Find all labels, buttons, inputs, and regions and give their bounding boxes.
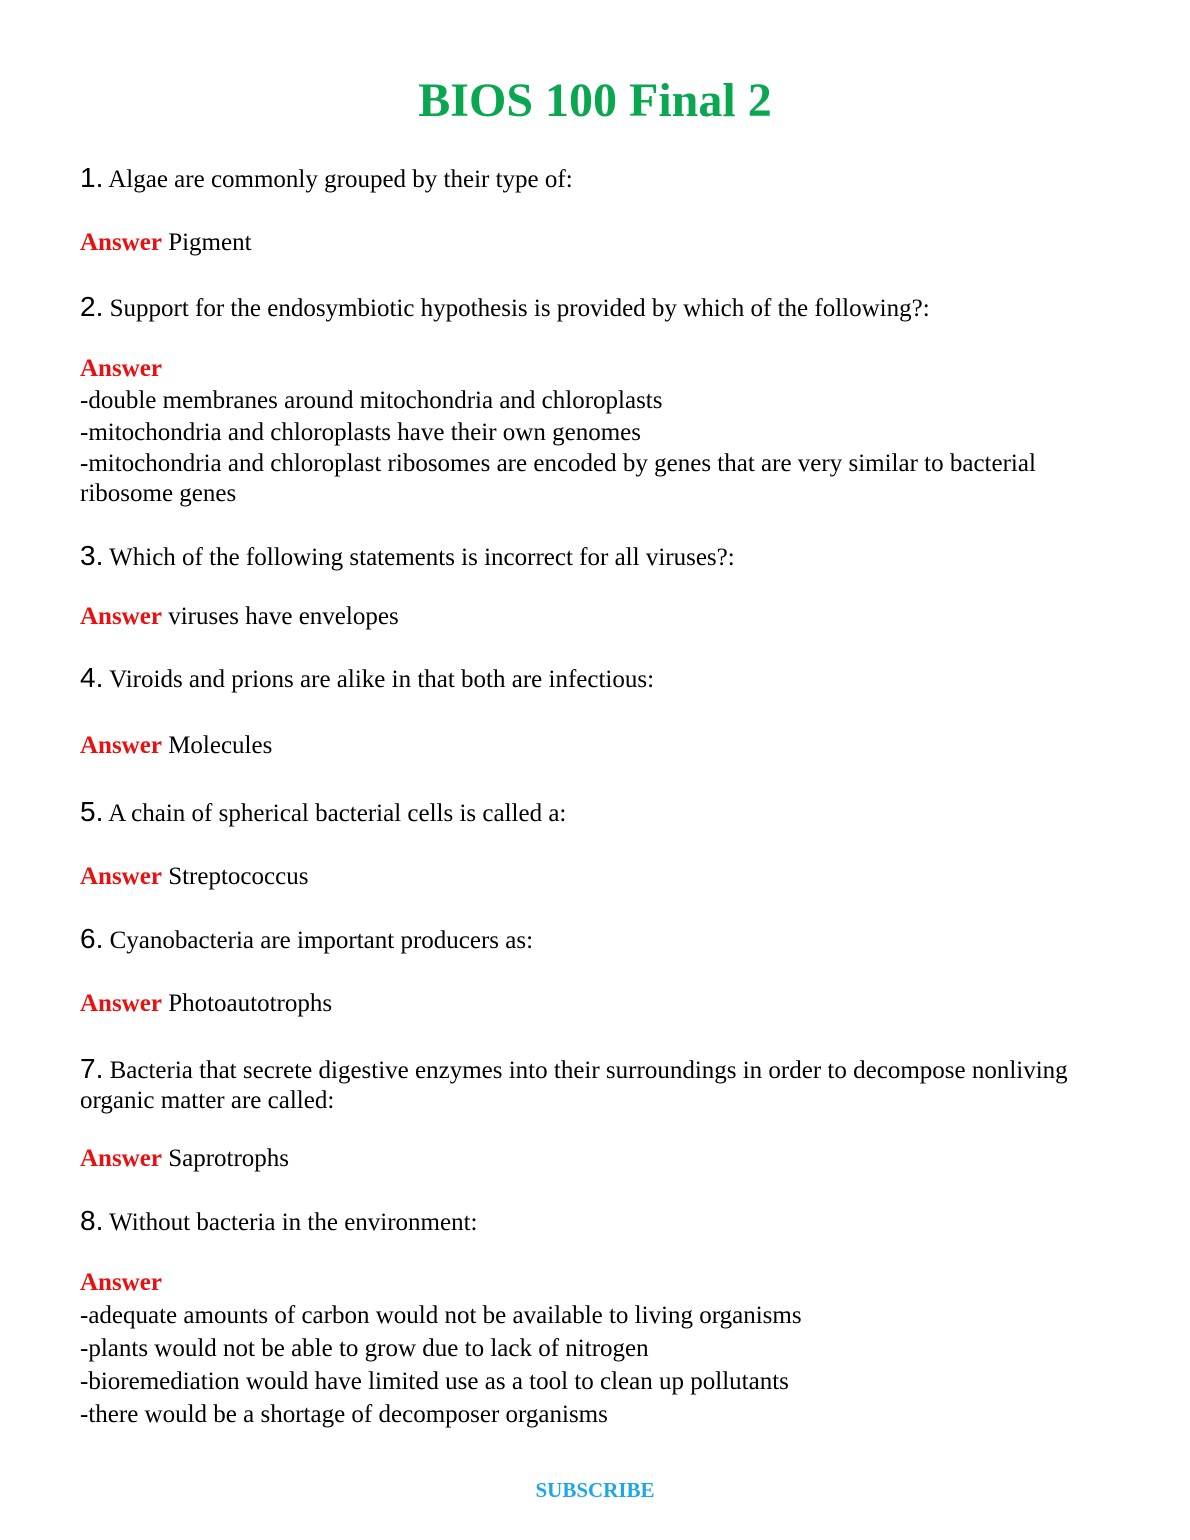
question-number: 2.	[80, 291, 104, 322]
answer-7	[80, 1143, 289, 1175]
answer-2	[80, 353, 1120, 509]
question-text: Cyanobacteria are important producers as:	[109, 927, 534, 954]
answer-line: -there would be a shortage of decomposer organisms	[80, 1401, 608, 1428]
answer-8	[80, 1266, 1120, 1431]
answer-line: -mitochondria and chloroplasts have their own genomes	[80, 419, 641, 446]
question-text: Algae are commonly grouped by their type of:	[108, 166, 573, 193]
question-3	[80, 541, 735, 573]
answer-line: -mitochondria and chloroplast ribosomes are encoded by genes that are very similar to bacterial ribosome genes	[80, 450, 1036, 507]
answer-3	[80, 601, 399, 633]
question-number: 5.	[80, 796, 104, 827]
answer-5	[80, 861, 308, 893]
question-number: 6.	[80, 923, 104, 954]
question-2	[80, 292, 930, 324]
answer-label: Answer	[80, 1269, 162, 1296]
answer-label: Answer	[80, 990, 162, 1017]
question-4	[80, 663, 654, 695]
question-number: 8.	[80, 1205, 104, 1236]
answer-label: Answer	[80, 229, 162, 256]
answer-text: Saprotrophs	[168, 1145, 290, 1172]
answer-text: Molecules	[168, 732, 273, 759]
question-7	[80, 1054, 1080, 1116]
answer-line: -plants would not be able to grow due to lack of nitrogen	[80, 1335, 649, 1362]
question-text: Support for the endosymbiotic hypothesis is provided by which of the following?:	[109, 295, 930, 322]
question-text: Viroids and prions are alike in that both are infectious:	[109, 666, 655, 693]
answer-text: Photoautotrophs	[168, 990, 333, 1017]
answer-4	[80, 730, 272, 762]
question-text: Which of the following statements is incorrect for all viruses?:	[109, 544, 735, 571]
subscribe-link[interactable]: SUBSCRIBE	[535, 1478, 655, 1502]
question-text: Bacteria that secrete digestive enzymes into their surroundings in order to decompose nonliving organic matter are called:	[80, 1057, 1068, 1114]
answer-label: Answer	[80, 863, 162, 890]
question-number: 7.	[80, 1053, 104, 1084]
answer-line: -bioremediation would have limited use as a tool to clean up pollutants	[80, 1368, 789, 1395]
answer-line: -double membranes around mitochondria and chloroplasts	[80, 387, 663, 414]
question-number: 3.	[80, 540, 104, 571]
answer-text: Streptococcus	[168, 863, 309, 890]
answer-label: Answer	[80, 603, 162, 630]
question-number: 4.	[80, 662, 104, 693]
answer-label: Answer	[80, 732, 162, 759]
question-text: A chain of spherical bacterial cells is called a:	[108, 800, 567, 827]
page-title: BIOS 100 Final 2	[418, 74, 772, 127]
question-1	[80, 163, 573, 195]
question-6	[80, 924, 533, 956]
answer-1	[80, 227, 252, 259]
question-5	[80, 797, 566, 829]
question-number: 1.	[80, 162, 104, 193]
answer-label: Answer	[80, 1145, 162, 1172]
answer-6	[80, 988, 332, 1020]
answer-text: Pigment	[168, 229, 252, 256]
question-8	[80, 1206, 478, 1238]
answer-text: viruses have envelopes	[168, 603, 399, 630]
answer-label: Answer	[80, 355, 162, 382]
question-text: Without bacteria in the environment:	[109, 1209, 478, 1236]
answer-line: -adequate amounts of carbon would not be available to living organisms	[80, 1302, 802, 1329]
